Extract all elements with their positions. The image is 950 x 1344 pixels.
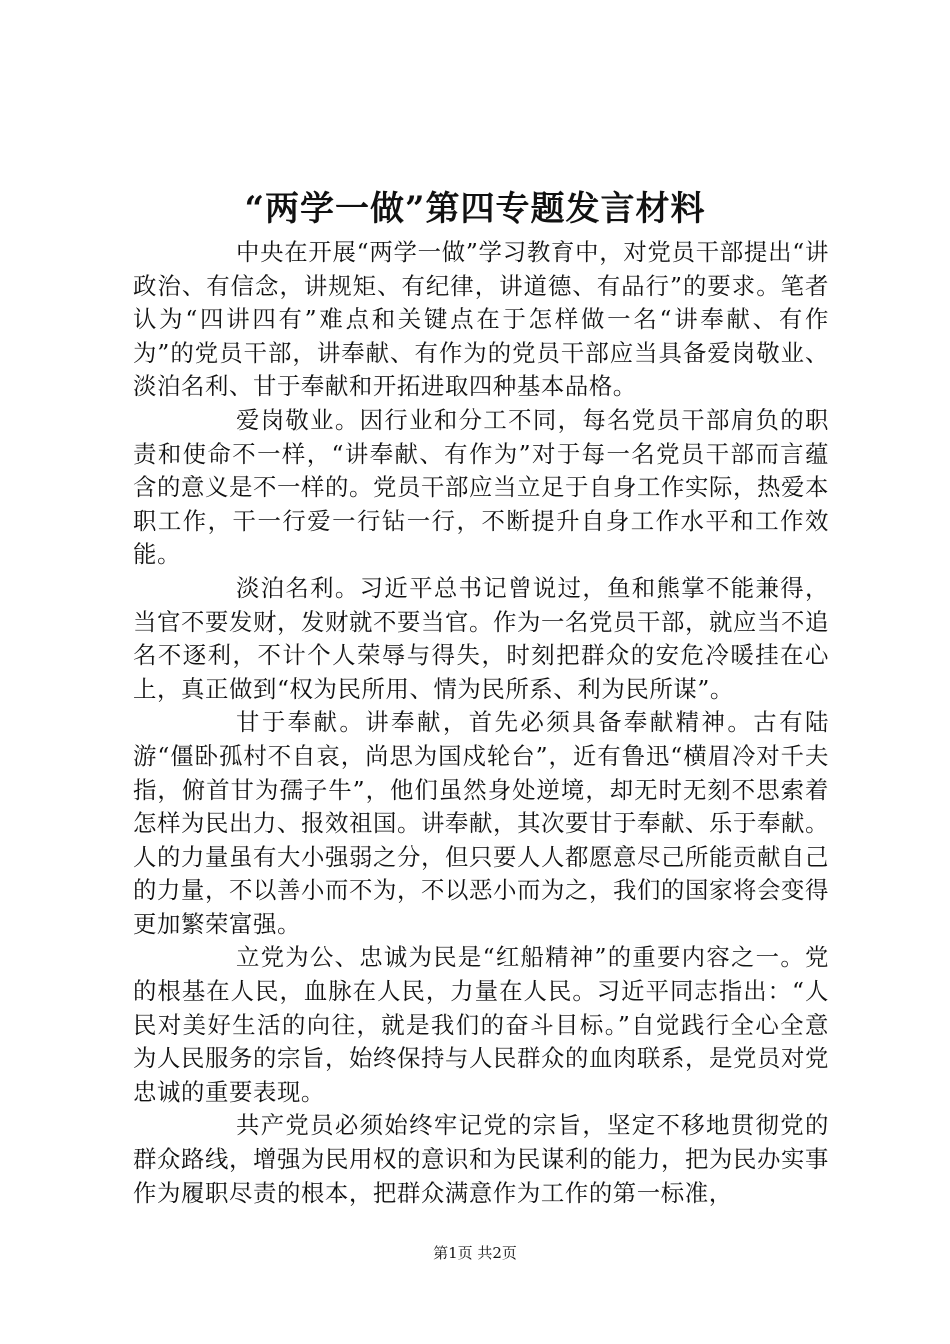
paragraph-indifference-to-fame: 淡泊名利。习近平总书记曾说过，鱼和熊掌不能兼得，当官不要发财，发财就不要当官。作为一名党员干部，就应当不追名不逐利，不计个人荣辱与得失，时刻把群众的安危冷暖挂在心上，真正做到“权为民所用、情为民所系、利为民所谋”。: [133, 573, 829, 703]
paragraph-dedication: 爱岗敬业。因行业和分工不同，每名党员干部肩负的职责和使命不一样，“讲奉献、有作为”对于每一名党员干部而言蕴含的意义是不一样的。党员干部应当立足于自身工作实际，热爱本职工作，干一行爱一行钻一行，不断提升自身工作水平和工作效能。: [133, 405, 829, 569]
document-body: [133, 236, 829, 1210]
paragraph-devotion: 甘于奉献。讲奉献，首先必须具备奉献精神。古有陆游“僵卧孤村不自哀，尚思为国戍轮台”，近有鲁迅“横眉冷对千夫指，俯首甘为孺子牛”，他们虽然身处逆境，却无时无刻不思索着怎样为民出力、报效祖国。讲奉献，其次要甘于奉献、乐于奉献。人的力量虽有大小强弱之分，但只要人人都愿意尽己所能贡献自己的力量，不以善小而不为，不以恶小而为之，我们的国家将会变得更加繁荣富强。: [133, 708, 829, 938]
page-footer: 第1页 共2页: [433, 1244, 517, 1262]
paragraph-red-boat-spirit: 立党为公、忠诚为民是“红船精神”的重要内容之一。党的根基在人民，血脉在人民，力量在人民。习近平同志指出：“人民对美好生活的向往，就是我们的奋斗目标。”自觉践行全心全意为人民服务的宗旨，始终保持与人民群众的血肉联系，是党员对党忠诚的重要表现。: [133, 943, 829, 1106]
paragraph-party-purpose: 共产党员必须始终牢记党的宗旨，坚定不移地贯彻党的群众路线，增强为民用权的意识和为民谋利的能力，把为民办实事作为履职尽责的根本，把群众满意作为工作的第一标准，: [133, 1111, 829, 1207]
document-title: “两学一做”第四专题发言材料: [244, 189, 706, 229]
paragraph-intro: 中央在开展“两学一做”学习教育中，对党员干部提出“讲政治、有信念，讲规矩、有纪律，讲道德、有品行”的要求。笔者认为“四讲四有”难点和关键点在于怎样做一名“讲奉献、有作为”的党员干部，讲奉献、有作为的党员干部应当具备爱岗敬业、淡泊名利、甘于奉献和开拓进取四种基本品格。: [133, 238, 829, 401]
